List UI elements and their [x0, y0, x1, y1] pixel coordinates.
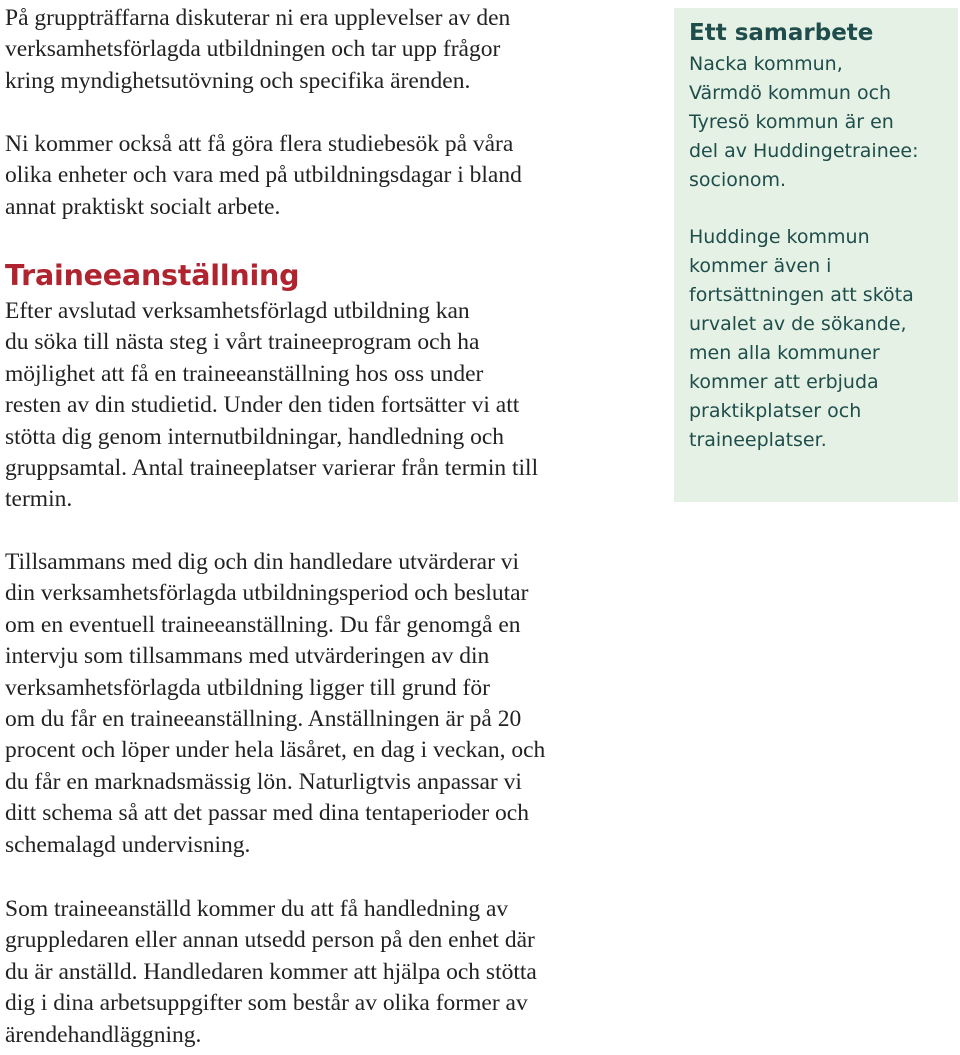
sidebar-box-collaboration: [674, 8, 958, 502]
intro-paragraph-group-meetings: På gruppträffarna diskuterar ni era upplevelser av den verksamhetsförlagda utbildningen och tar upp frågor kring myndighetsutövning och specifika ärenden.: [5, 5, 511, 94]
sidebar-text-municipalities: Nacka kommun, Värmdö kommun och Tyresö kommun är en del av Huddingetrainee: socionom.: [689, 53, 919, 191]
section-heading-traineeanstallning: Traineeanställning: [5, 259, 300, 292]
paragraph-study-visits: Ni kommer också att få göra flera studiebesök på våra olika enheter och vara med på utbildningsdagar i bland annat praktiskt socialt arbete.: [5, 131, 522, 220]
sidebar-title: Ett samarbete: [689, 20, 874, 46]
paragraph-trainee-program: Efter avslutad verksamhetsförlagd utbildning kan du söka till nästa steg i vårt traineeprogram och ha möjlighet att få en traineeanställning hos oss under resten av din studietid. Under den tiden fortsätter vi att stötta dig genom internutbildningar, handledning och gruppsamtal. Antal traineeplatser varierar från termin till termin.: [5, 298, 539, 513]
paragraph-supervision: Som traineeanställd kommer du att få handledning av gruppledaren eller annan utsedd person på den enhet där du är anställd. Handledaren kommer att hjälpa och stötta dig i dina arbetsuppgifter som består av olika former av ärendehandläggning.: [5, 896, 537, 1048]
sidebar-text-huddinge: Huddinge kommun kommer även i fortsättningen att sköta urvalet av de sökande, men alla kommuner kommer att erbjuda praktikplatser och traineeplatser.: [689, 226, 914, 451]
paragraph-evaluation: Tillsammans med dig och din handledare utvärderar vi din verksamhetsförlagda utbildningsperiod och beslutar om en eventuell traineeanställning. Du får genomgå en intervju som tillsammans med utvärderingen av din verksamhetsförlagda utbildning ligger till grund för om du får en traineeanställning. Anställningen är på 20 procent och löper under hela läsåret, en dag i veckan, och du får en marknadsmässig lön. Naturligtvis anpassar vi ditt schema så att det passar med dina tentaperioder och schemalagd undervisning.: [5, 549, 546, 858]
